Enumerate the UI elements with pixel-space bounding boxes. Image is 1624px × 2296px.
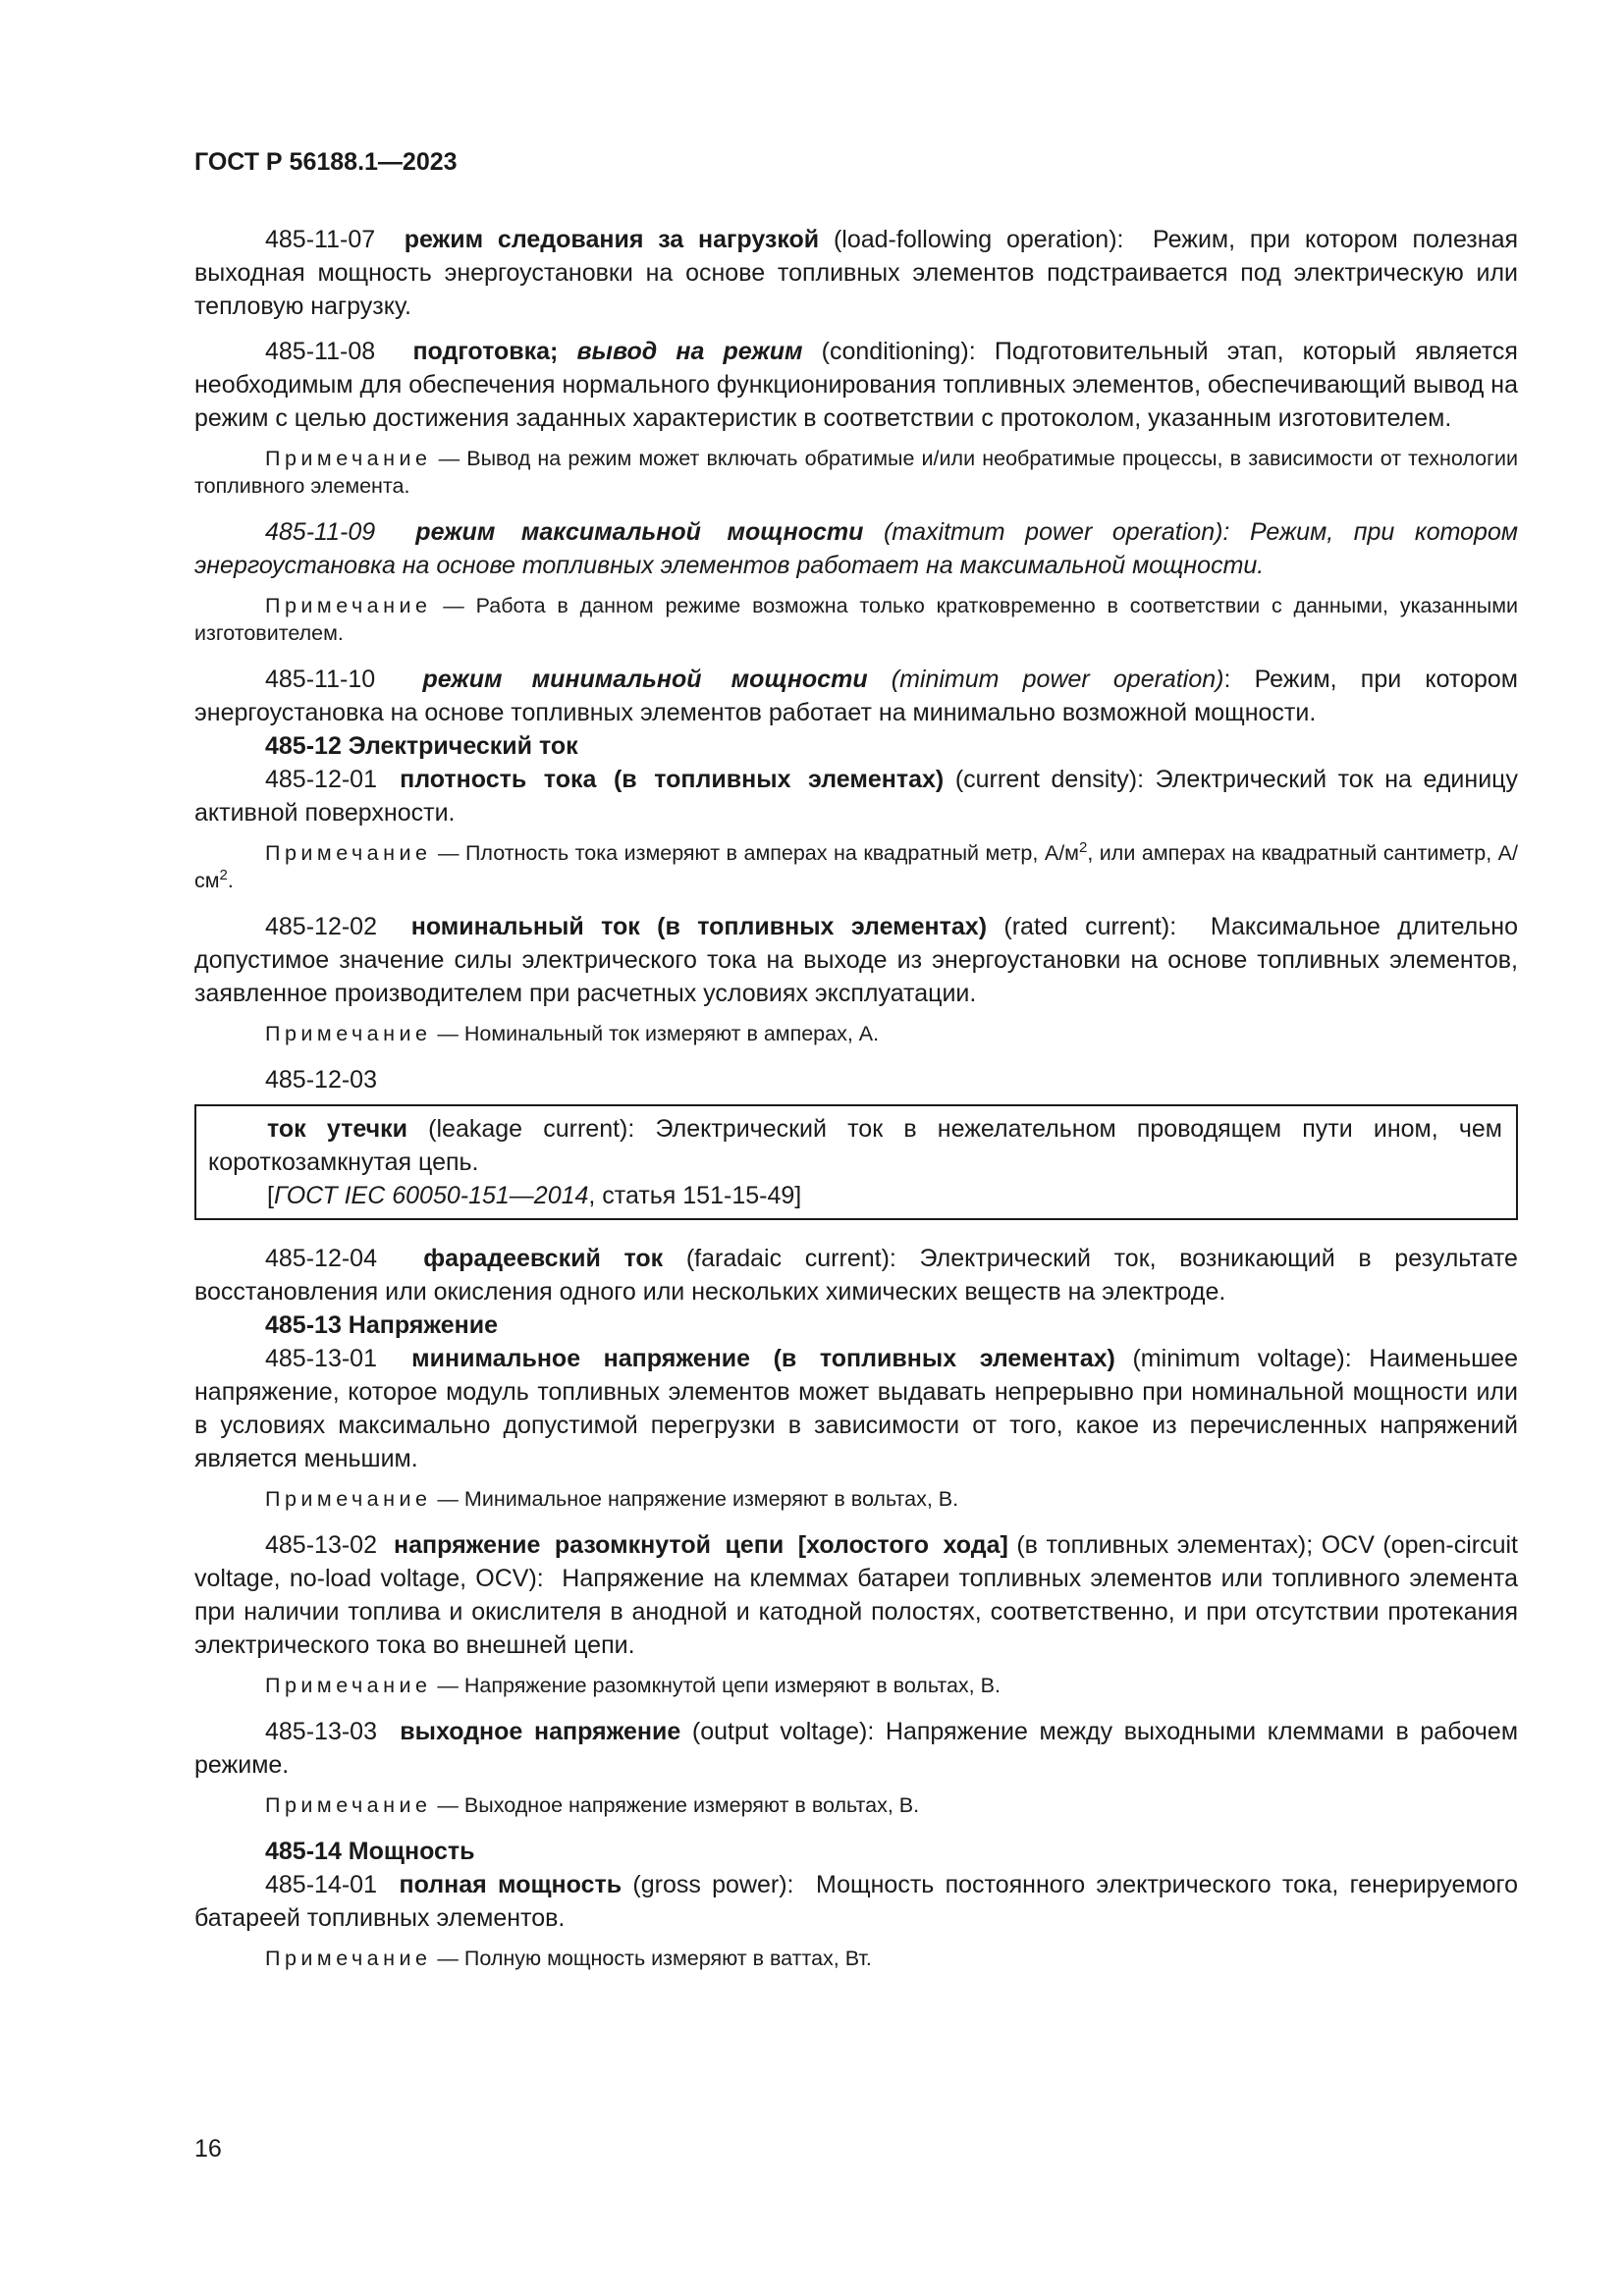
note-label: Примечание	[265, 447, 432, 470]
entry-definition: Максимальное длительно допустимое значение силы электрического тока на выходе из энергоустановки на основе топливных элементов, заявленное производителем при расчетных условиях эксплуатации.	[194, 913, 1518, 1007]
note-dash: —	[431, 594, 476, 617]
note-dash: —	[431, 1674, 464, 1697]
section-heading-485-14: 485-14 Мощность	[265, 1838, 475, 1865]
entry-code: 485-12-02	[265, 913, 377, 940]
entry-485-11-07	[194, 223, 1518, 323]
entry-485-12-03-code: 485-12-03	[265, 1066, 377, 1094]
entry-english: (maxitmum power operation):	[883, 518, 1230, 546]
entry-term: режим следования за нагрузкой	[404, 226, 820, 253]
entry-code: 485-14-01	[265, 1871, 377, 1898]
entry-term-qualifier: (в топливных элементах); OCV	[1016, 1531, 1375, 1559]
entry-485-13-01	[194, 1342, 1518, 1475]
ref-source: ГОСТ IEC 60050-151—2014	[273, 1182, 589, 1209]
entry-note	[194, 1791, 1518, 1819]
entry-english: (minimum voltage):	[1132, 1345, 1352, 1372]
entry-485-11-08	[194, 335, 1518, 435]
entry-code: 485-13-03	[265, 1718, 377, 1745]
entry-code: 485-12-04	[265, 1245, 377, 1272]
ref-bracket: [	[267, 1182, 274, 1209]
note-text: Выходное напряжение измеряют в вольтах, В.	[463, 1793, 920, 1817]
entry-note	[194, 839, 1518, 894]
note-dash: —	[431, 447, 467, 470]
entry-term: полная мощность	[399, 1871, 623, 1898]
note-label: Примечание	[265, 1022, 432, 1045]
note-label: Примечание	[265, 1947, 432, 1970]
page-number: 16	[194, 2135, 222, 2163]
entry-definition: Режим, при котором энергоустановка на основе топливных элементов работает на максимальной мощности.	[194, 518, 1519, 579]
note-label: Примечание	[265, 1487, 432, 1511]
entry-485-12-03	[208, 1112, 1502, 1179]
entry-english: (rated current):	[1003, 913, 1177, 940]
entry-code: 485-13-02	[265, 1531, 377, 1559]
entry-term: номинальный ток (в топливных элементах)	[410, 913, 988, 940]
entry-term: напряжение разомкнутой цепи [холостого хода]	[394, 1531, 1008, 1559]
entry-note	[194, 1672, 1518, 1699]
entry-term: подготовка;	[412, 338, 559, 365]
entry-definition: Электрический ток на единицу активной поверхности.	[194, 766, 1518, 827]
note-text: .	[227, 869, 234, 892]
note-label: Примечание	[265, 1674, 432, 1697]
entry-code: 485-11-07	[265, 226, 376, 253]
entry-english: (load-following operation):	[833, 226, 1124, 253]
entry-note	[194, 1020, 1518, 1047]
document-page	[194, 147, 1518, 1988]
entry-note	[194, 1485, 1518, 1513]
entry-term: минимальное напряжение (в топливных элементах)	[411, 1345, 1115, 1372]
entry-485-11-10	[194, 663, 1518, 729]
note-text: Работа в данном режиме возможна только кратковременно в соответствии с данными, указанными изготовителем.	[194, 594, 1518, 645]
entry-definition: Электрический ток в нежелательном проводящем пути ином, чем короткозамкнутая цепь.	[208, 1115, 1502, 1176]
entry-definition: Электрический ток, возникающий в результате восстановления или окисления одного или нескольких химических веществ на электроде.	[194, 1245, 1518, 1306]
note-dash: —	[431, 1487, 464, 1511]
entry-term: выходное напряжение	[400, 1718, 681, 1745]
entry-english: (conditioning):	[821, 338, 976, 365]
entry-english: (output voltage):	[691, 1718, 875, 1745]
note-dash: —	[431, 1793, 464, 1817]
section-heading-485-12: 485-12 Электрический ток	[265, 732, 578, 760]
entry-term: режим максимальной мощности	[415, 518, 864, 546]
entry-code: 485-11-09	[265, 518, 376, 546]
entry-485-12-04	[194, 1242, 1518, 1308]
entry-485-12-01	[194, 763, 1518, 829]
entry-code: 485-13-01	[265, 1345, 377, 1372]
entry-code: 485-12-01	[265, 766, 377, 793]
entry-term: фарадеевский ток	[423, 1245, 664, 1272]
cited-term-box	[194, 1104, 1518, 1220]
entry-english: (minimum power operation)	[891, 666, 1224, 693]
entry-note	[194, 1945, 1518, 1972]
note-text: Полную мощность измеряют в ваттах, Вт.	[463, 1947, 872, 1970]
entry-english: (current density):	[954, 766, 1145, 793]
note-label: Примечание	[265, 594, 432, 617]
entry-english: (gross power):	[632, 1871, 794, 1898]
ref-article: , статья 151-15-49]	[588, 1182, 802, 1209]
note-text: Номинальный ток измеряют в амперах, А.	[463, 1022, 880, 1045]
note-text: Вывод на режим может включать обратимые и/или необратимые процессы, в зависимости от технологии топливного элемента.	[194, 447, 1518, 498]
note-dash: —	[431, 1947, 464, 1970]
note-superscript: 2	[1078, 838, 1088, 856]
document-header: ГОСТ Р 56188.1—2023	[194, 148, 458, 176]
entry-definition: Наименьшее напряжение, которое модуль топливных элементов может выдавать непрерывно при номинальной мощности или в условиях максимально допустимой перегрузки в зависимости от того, какое из перечисленных напряжений является меньшим.	[194, 1345, 1518, 1472]
entry-485-14-01	[194, 1868, 1518, 1935]
note-text: Минимальное напряжение измеряют в вольтах, В.	[463, 1487, 959, 1511]
entry-definition: : Режим, при котором энергоустановка на основе топливных элементов работает на минимально возможной мощности.	[194, 666, 1518, 726]
entry-definition: Напряжение на клеммах батареи топливных элементов или топливного элемента при наличии топлива и окислителя в анодной и катодной полостях, соответственно, и при отсутствии протекания электрического тока во внешней цепи.	[194, 1565, 1518, 1659]
entry-485-12-02	[194, 910, 1518, 1010]
entry-code: 485-11-08	[265, 338, 376, 365]
entry-485-11-09	[194, 515, 1518, 582]
entry-definition: Напряжение между выходными клеммами в рабочем режиме.	[194, 1718, 1519, 1779]
note-label: Примечание	[265, 1793, 432, 1817]
entry-485-13-02	[194, 1528, 1518, 1662]
note-dash: —	[431, 1022, 464, 1045]
entry-english: (faradaic current):	[685, 1245, 896, 1272]
entry-485-13-03	[194, 1715, 1518, 1782]
entry-english: (leakage current):	[428, 1115, 635, 1143]
note-text: Напряжение разомкнутой цепи измеряют в вольтах, В.	[463, 1674, 1001, 1697]
entry-english: (open-circuit voltage, no-load voltage, OCV):	[194, 1531, 1518, 1592]
note-text: Плотность тока измеряют в амперах на квадратный метр, А/м	[464, 841, 1079, 865]
entry-term: режим минимальной мощности	[422, 666, 868, 693]
entry-term: плотность тока (в топливных элементах)	[400, 766, 945, 793]
entry-term-synonym: вывод на режим	[576, 338, 803, 365]
entry-note	[194, 592, 1518, 647]
entry-term: ток утечки	[267, 1115, 407, 1143]
note-dash: —	[431, 841, 465, 865]
note-label: Примечание	[265, 841, 432, 865]
note-text: , или амперах на квадратный сантиметр, А/см	[194, 841, 1518, 892]
section-heading-485-13: 485-13 Напряжение	[265, 1311, 499, 1339]
entry-code: 485-11-10	[265, 666, 376, 693]
note-superscript: 2	[219, 866, 228, 883]
entry-definition: Мощность постоянного электрического тока, генерируемого батареей топливных элементов.	[194, 1871, 1518, 1932]
entry-definition: Режим, при котором полезная выходная мощность энергоустановки на основе топливных элементов подстраивается под электрическую или тепловую нагрузку.	[194, 226, 1519, 320]
entry-definition: Подготовительный этап, который является необходимым для обеспечения нормального функционирования топливных элементов, обеспечивающий вывод на режим с целью достижения заданных характеристик в соответствии с протоколом, указанным изготовителем.	[194, 338, 1518, 432]
entry-source-reference	[208, 1179, 1502, 1212]
entry-note	[194, 445, 1518, 500]
